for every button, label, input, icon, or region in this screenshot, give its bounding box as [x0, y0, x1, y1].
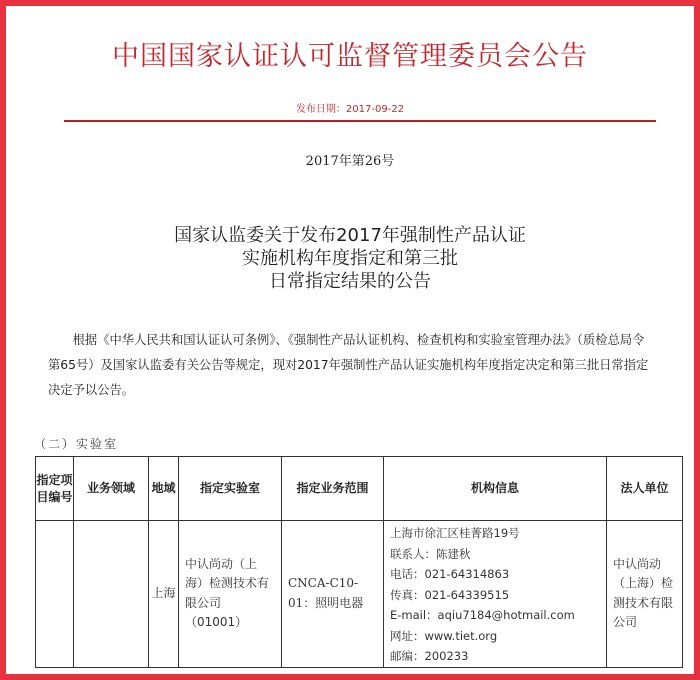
- header-business-field: 业务领域: [74, 457, 149, 521]
- body-paragraph: 根据《中华人民共和国认证认可条例》、《强制性产品认证机构、检查机构和实验室管理办法》（质检总局令第65号）及国家认监委有关公告等规定，现对2017年强制性产品认证实施机构年度指定决定和第三批日常指定决定予以公告。: [48, 333, 649, 397]
- info-email: E-mail：aqiu7184@hotmail.com: [390, 608, 575, 622]
- header-scope: 指定业务范围: [282, 457, 384, 521]
- table-header-row: [36, 457, 683, 521]
- document-title: [6, 224, 694, 293]
- title-line: 日常指定结果的公告: [269, 271, 431, 292]
- table-row: [36, 521, 683, 668]
- cell-lab: 中认尚动（上海）检测技术有限公司（01001）: [179, 521, 282, 668]
- title-line: 国家认监委关于发布2017年强制性产品认证: [174, 225, 526, 246]
- header-divider: [64, 120, 656, 122]
- publish-date: 发布日期：2017-09-22: [295, 104, 405, 115]
- cell-legal-entity: 中认尚动（上海）检测技术有限公司: [607, 521, 683, 668]
- title-line: 实施机构年度指定和第三批: [242, 248, 458, 269]
- header-lab: 指定实验室: [179, 457, 282, 521]
- header-legal-entity: 法人单位: [607, 457, 683, 521]
- header-project-no: 指定项目编号: [36, 457, 74, 521]
- info-postcode: 邮编：200233: [390, 649, 469, 663]
- info-fax: 传真：021-64339515: [390, 587, 510, 602]
- lab-table: [35, 456, 683, 668]
- cell-scope: CNCA-C10-01：照明电器: [282, 521, 384, 668]
- cell-business-field: [74, 521, 149, 668]
- cell-info: [384, 521, 607, 668]
- header-region: 地域: [149, 457, 179, 521]
- info-website: 网址：www.tiet.org: [390, 628, 498, 643]
- notice-page: [6, 6, 694, 674]
- site-title: 中国国家认证认可监督管理委员会公告: [112, 41, 588, 72]
- header-info: 机构信息: [384, 457, 607, 521]
- section-label: （二）实验室: [34, 437, 119, 451]
- info-contact: 联系人：陈建秋: [390, 546, 471, 561]
- cell-region: 上海: [149, 521, 179, 668]
- info-phone: 电话：021-64314863: [390, 567, 510, 581]
- cell-project-no: [36, 521, 74, 668]
- document-number: 2017年第26号: [305, 154, 395, 169]
- info-address: 上海市徐汇区桂菁路19号: [390, 526, 520, 540]
